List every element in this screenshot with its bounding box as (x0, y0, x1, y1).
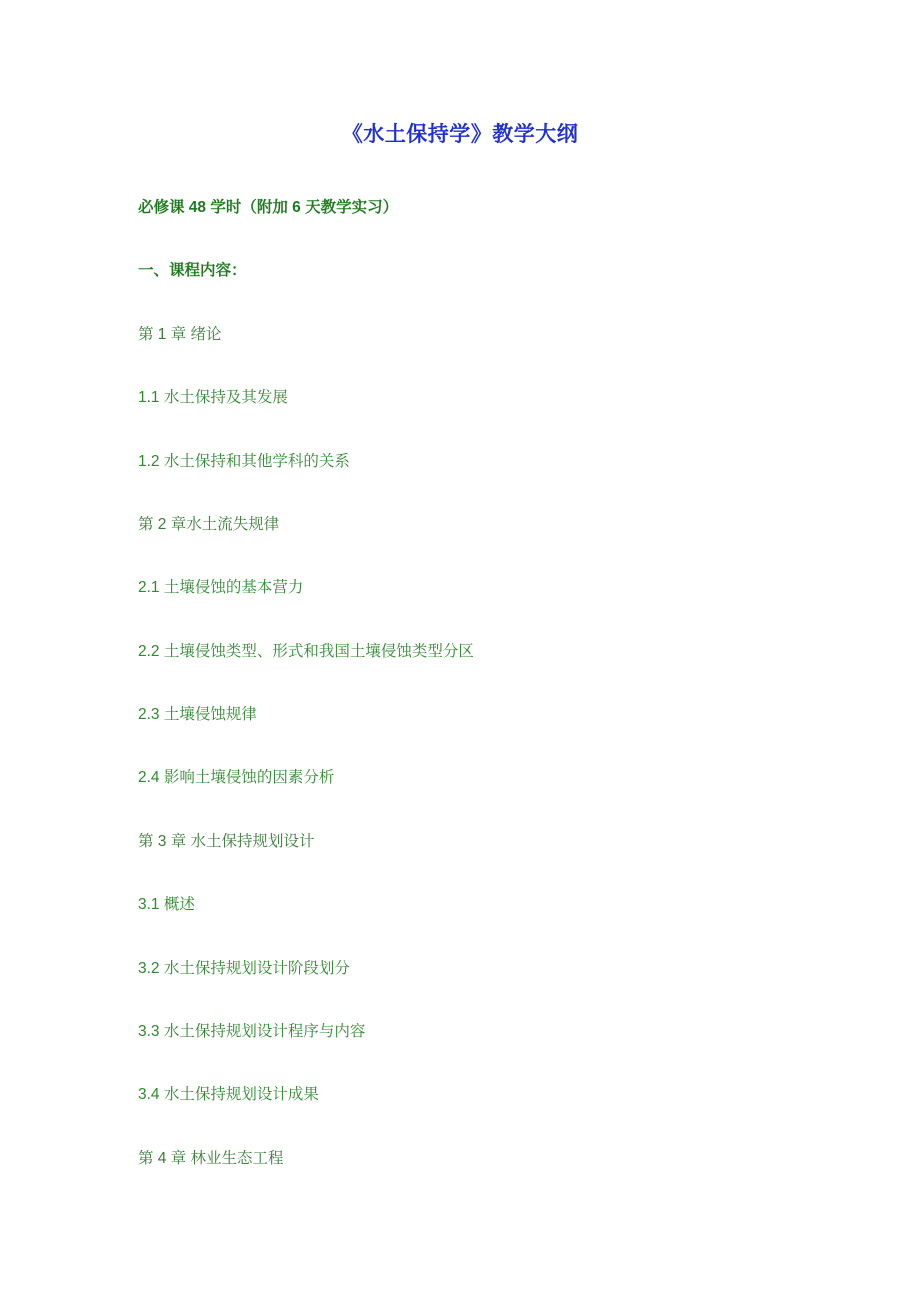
section-heading-course-content: 一、课程内容： (138, 262, 247, 280)
section-2-3: 2.3 土壤侵蚀规律 (138, 706, 257, 723)
chapter-1-heading: 第 1 章 绪论 (138, 325, 222, 343)
section-1-2: 1.2 水土保持和其他学科的关系 (138, 452, 350, 470)
document-body (138, 198, 782, 1168)
chapter-2-heading: 第 2 章水土流失规律 (138, 515, 280, 533)
section-1-1: 1.1 水土保持及其发展 (138, 389, 288, 407)
section-3-1: 3.1 概述 (138, 896, 195, 914)
chapter-3-heading: 第 3 章 水土保持规划设计 (138, 832, 315, 850)
course-credit-line: 必修课 48 学时（附加 6 天教学实习） (138, 199, 399, 216)
chapter-4-heading: 第 4 章 林业生态工程 (138, 1149, 284, 1167)
section-2-1: 2.1 土壤侵蚀的基本营力 (138, 579, 304, 597)
section-2-4: 2.4 影响土壤侵蚀的因素分析 (138, 769, 335, 787)
page-title: 《水土保持学》教学大纲 (341, 123, 579, 146)
section-3-4: 3.4 水土保持规划设计成果 (138, 1086, 319, 1104)
section-2-2: 2.2 土壤侵蚀类型、形式和我国土壤侵蚀类型分区 (138, 642, 474, 660)
section-3-3: 3.3 水土保持规划设计程序与内容 (138, 1022, 366, 1040)
section-3-2: 3.2 水土保持规划设计阶段划分 (138, 959, 350, 977)
